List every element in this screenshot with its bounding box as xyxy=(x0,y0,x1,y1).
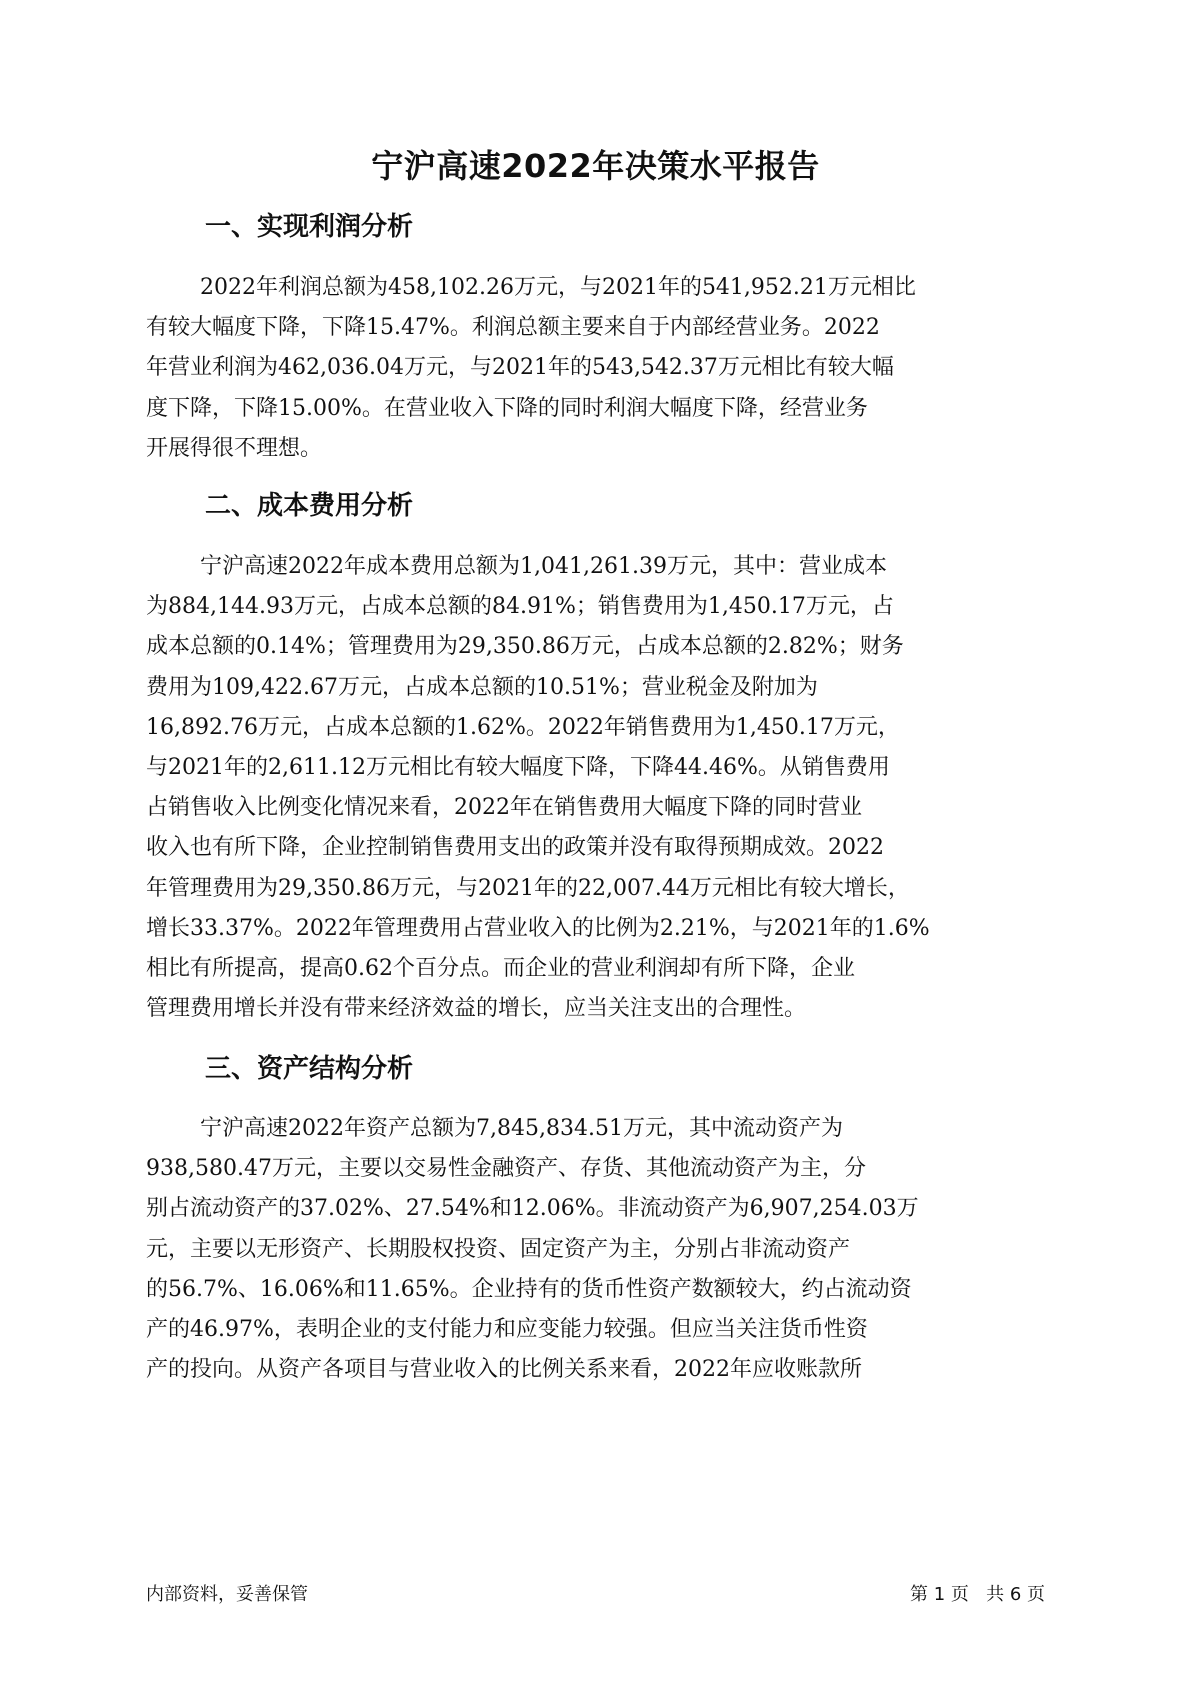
section-heading-cost: 二、成本费用分析 xyxy=(205,491,414,521)
paragraph-line: 年管理费用为29,350.86万元，与2021年的22,007.44万元相比有较大增长， xyxy=(146,875,910,901)
paragraph-line: 元，主要以无形资产、长期股权投资、固定资产为主，分别占非流动资产 xyxy=(146,1236,851,1262)
paragraph-line: 的56.7%、16.06%和11.65%。企业持有的货币性资产数额较大，约占流动资 xyxy=(146,1276,912,1302)
paragraph-line: 费用为109,422.67万元，占成本总额的10.51%；营业税金及附加为 xyxy=(146,674,818,700)
paragraph-line: 增长33.37%。2022年管理费用占营业收入的比例为2.21%，与2021年的1.6% xyxy=(146,915,930,941)
paragraph-line: 收入也有所下降，企业控制销售费用支出的政策并没有取得预期成效。2022 xyxy=(146,835,884,861)
paragraph-line: 相比有所提高，提高0.62个百分点。而企业的营业利润却有所下降，企业 xyxy=(146,955,855,981)
paragraph-line: 有较大幅度下降，下降15.47%。利润总额主要来自于内部经营业务。2022 xyxy=(146,315,880,341)
page-title: 宁沪高速2022年决策水平报告 xyxy=(371,147,820,185)
paragraph-line: 与2021年的2,611.12万元相比有较大幅度下降，下降44.46%。从销售费用 xyxy=(146,754,890,780)
paragraph-line: 宁沪高速2022年资产总额为7,845,834.51万元，其中流动资产为 xyxy=(200,1116,843,1141)
paragraph-line: 16,892.76万元，占成本总额的1.62%。2022年销售费用为1,450.17万元， xyxy=(146,714,900,740)
section-heading-assets: 三、资产结构分析 xyxy=(205,1054,414,1084)
paragraph-line: 开展得很不理想。 xyxy=(146,435,323,461)
paragraph-profit xyxy=(146,268,1046,469)
paragraph-line: 年营业利润为462,036.04万元，与2021年的543,542.37万元相比有较大幅 xyxy=(146,355,894,381)
section-heading-profit: 一、实现利润分析 xyxy=(205,212,414,242)
footer-confidential-note: 内部资料，妥善保管 xyxy=(146,1584,308,1605)
paragraph-line: 占销售收入比例变化情况来看，2022年在销售费用大幅度下降的同时营业 xyxy=(146,795,862,821)
paragraph-line: 产的投向。从资产各项目与营业收入的比例关系来看，2022年应收账款所 xyxy=(146,1357,862,1383)
paragraph-assets xyxy=(146,1109,1046,1390)
paragraph-cost xyxy=(146,547,1046,1029)
footer-page-number: 第 1 页 共 6 页 xyxy=(910,1584,1045,1605)
paragraph-line: 度下降，下降15.00%。在营业收入下降的同时利润大幅度下降，经营业务 xyxy=(146,395,868,421)
paragraph-line: 成本总额的0.14%；管理费用为29,350.86万元，占成本总额的2.82%；财务 xyxy=(146,634,904,660)
paragraph-line: 管理费用增长并没有带来经济效益的增长，应当关注支出的合理性。 xyxy=(146,996,807,1022)
paragraph-line: 别占流动资产的37.02%、27.54%和12.06%。非流动资产为6,907,254.03万 xyxy=(146,1196,919,1222)
paragraph-line: 宁沪高速2022年成本费用总额为1,041,261.39万元，其中：营业成本 xyxy=(200,554,887,579)
paragraph-line: 938,580.47万元，主要以交易性金融资产、存货、其他流动资产为主，分 xyxy=(146,1156,866,1182)
paragraph-line: 产的46.97%，表明企业的支付能力和应变能力较强。但应当关注货币性资 xyxy=(146,1316,868,1342)
paragraph-line: 为884,144.93万元，占成本总额的84.91%；销售费用为1,450.17万元，占 xyxy=(146,594,894,620)
paragraph-line: 2022年利润总额为458,102.26万元，与2021年的541,952.21万元相比 xyxy=(200,275,916,300)
